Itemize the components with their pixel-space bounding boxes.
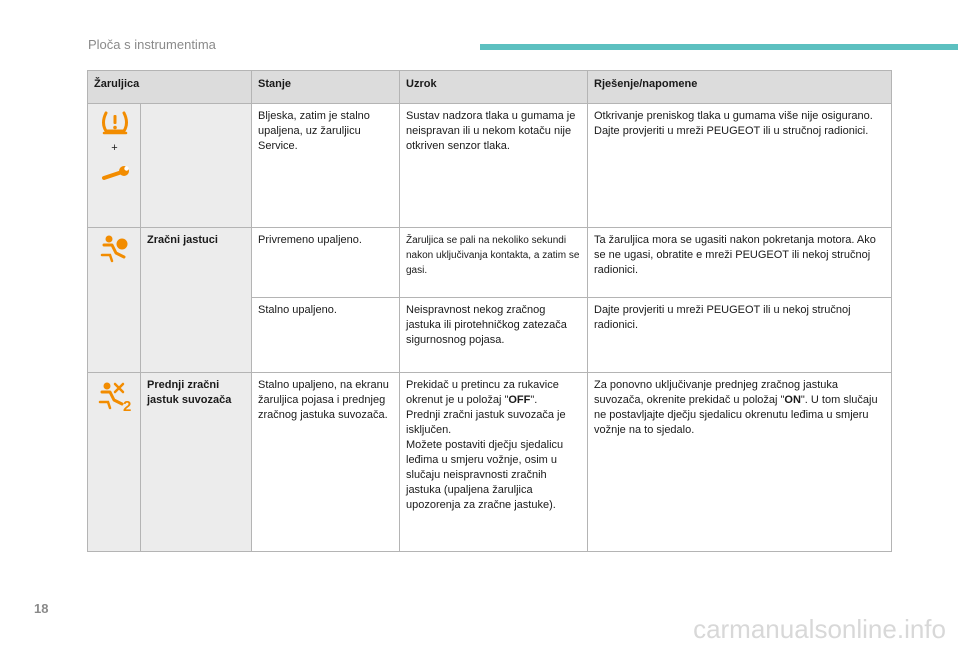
airbag-warning-icon <box>98 233 132 265</box>
solution-text-start: Za ponovno uključivanje prednjeg zračnog jastuka suvozača, okrenite prekidač u položaj " <box>594 379 838 406</box>
status-airbags-permanent: Stalno upaljeno. <box>252 298 400 373</box>
lamp-name-tpms <box>141 104 252 228</box>
table-row-tpms <box>88 104 892 228</box>
on-position-label: ON <box>784 394 801 406</box>
lamp-name-passenger-airbag: Prednji zračni jastuk suvozača <box>141 373 252 552</box>
off-position-label: OFF <box>508 394 531 406</box>
header-accent-bar <box>480 44 958 50</box>
site-watermark: carmanualsonline.info <box>693 614 946 644</box>
solution-airbags-temporary: Ta žaruljica mora se ugasiti nakon pokretanja motora. Ako se ne ugasi, obratite e mreži PEUGEOT ili nekoj stručnoj radionici. <box>588 228 892 298</box>
table-header-row <box>88 71 892 104</box>
cause-passenger-airbag <box>400 373 588 552</box>
plus-sign: + <box>111 142 118 154</box>
wrench-service-icon <box>99 162 131 186</box>
table-row-passenger-airbag <box>88 373 892 552</box>
status-passenger-airbag: Stalno upaljeno, na ekranu žaruljica pojasa i prednjeg zračnog jastuka suvozača. <box>252 373 400 552</box>
column-header-status: Stanje <box>252 71 400 104</box>
page-header-title: Ploča s instrumentima <box>88 37 216 52</box>
tyre-pressure-warning-icon <box>99 109 131 137</box>
svg-text:2: 2 <box>122 398 131 412</box>
column-header-solution: Rješenje/napomene <box>588 71 892 104</box>
solution-tpms: Otkrivanje preniskog tlaka u gumama više nije osigurano. Dajte provjeriti u mreži PEUGEOT ili u stručnoj radionici. <box>588 104 892 228</box>
solution-airbags-permanent: Dajte provjeriti u mreži PEUGEOT ili u nekoj stručnoj radionici. <box>588 298 892 373</box>
page-number: 18 <box>34 601 49 616</box>
cause-airbags-temporary: Žaruljica se pali na nekoliko sekundi nakon uključivanja kontakta, a zatim se gasi. <box>400 228 588 298</box>
warning-lamps-table <box>87 70 892 552</box>
cause-tpms: Sustav nadzora tlaka u gumama je neispravan ili u nekom kotaču nije otkriven senzor tlaka. <box>400 104 588 228</box>
status-airbags-temporary: Privremeno upaljeno. <box>252 228 400 298</box>
passenger-airbag-off-icon <box>96 378 134 412</box>
table-row-airbags-temporary <box>88 228 892 298</box>
icon-cell-tpms <box>88 104 141 228</box>
column-header-cause: Uzrok <box>400 71 588 104</box>
cause-airbags-permanent: Neispravnost nekog zračnog jastuka ili pirotehničkog zatezača sigurnosnog pojasa. <box>400 298 588 373</box>
cause-text-end: ". Prednji zračni jastuk suvozača je isključen. Možete postaviti dječju sjedalicu leđima u smjeru vožnje, osim u slučaju neispravnosti zračnih jastuka (upaljena žaruljica upozorenja za zračne jastuke). <box>406 394 566 511</box>
icon-cell-passenger-airbag <box>88 373 141 552</box>
lamp-name-airbags: Zračni jastuci <box>141 228 252 373</box>
solution-text-end: ". U tom slučaju ne postavljajte dječju sjedalicu okrenutu leđima u smjeru vožnje na to sjedalo. <box>594 394 878 436</box>
icon-cell-airbags <box>88 228 141 373</box>
column-header-lamp: Žaruljica <box>88 71 252 104</box>
cause-text-start: Prekidač u pretincu za rukavice okrenut je u položaj " <box>406 379 559 406</box>
status-tpms: Bljeska, zatim je stalno upaljena, uz žaruljicu Service. <box>252 104 400 228</box>
solution-passenger-airbag <box>588 373 892 552</box>
